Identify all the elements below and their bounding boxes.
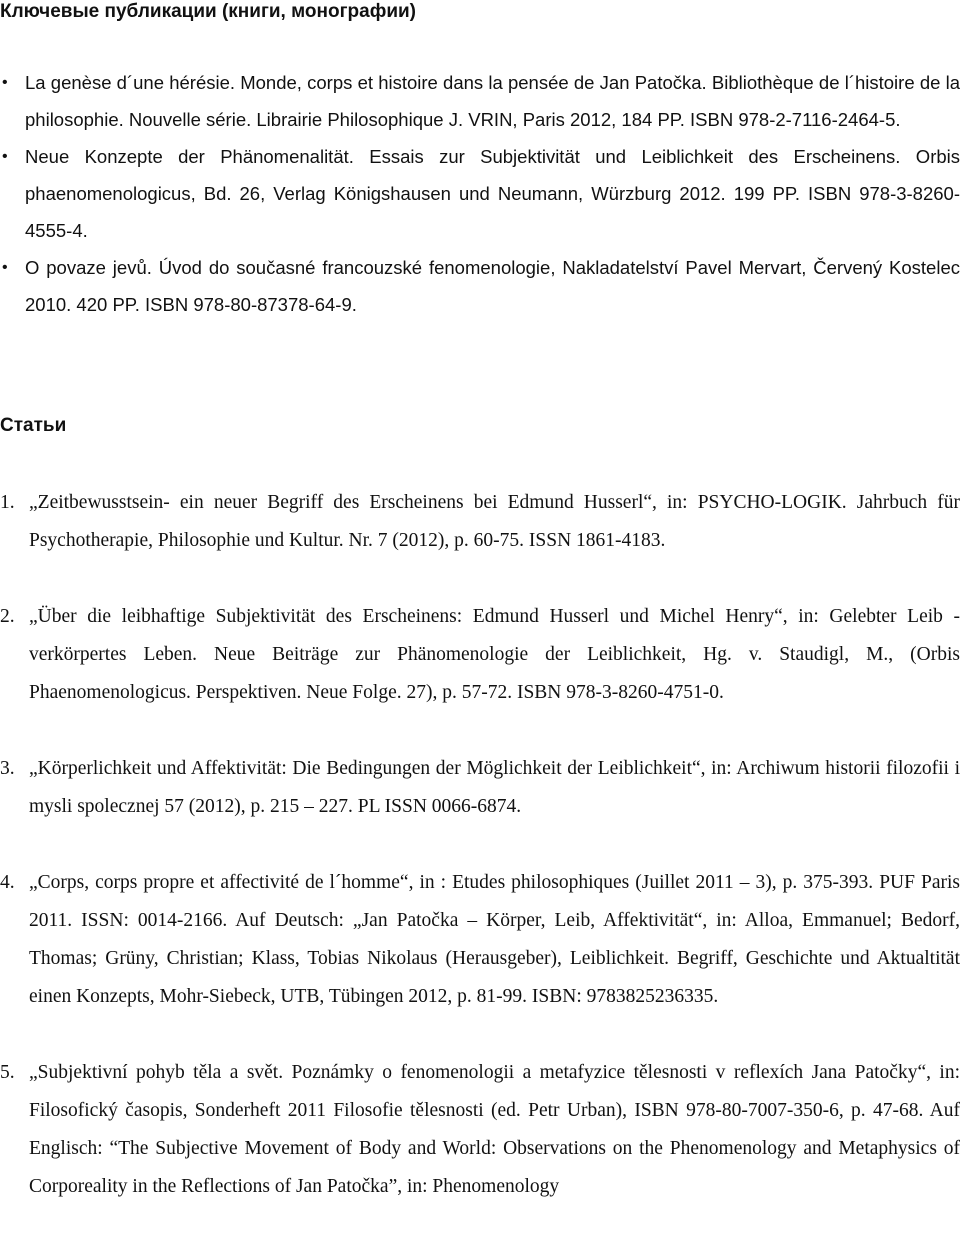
articles-heading: Статьи <box>0 415 67 436</box>
article-number: 4. <box>0 872 15 893</box>
book-entry-text: Neue Konzepte der Phänomenalität. Essais zur Subjektivität und Leiblichkeit des Erscheinens. Orbis phaenomenologicus, Bd. 26, Verlag Königshausen und Neumann, Würzburg 2012. 199 PP. ISBN 978-3-8260-4555-4. <box>25 146 960 241</box>
books-list <box>0 64 960 323</box>
book-item <box>0 64 960 138</box>
bullet-icon: • <box>2 74 8 91</box>
book-item <box>0 138 960 249</box>
article-number: 5. <box>0 1062 15 1083</box>
article-item <box>0 750 960 826</box>
article-item <box>0 598 960 712</box>
article-item <box>0 1054 960 1206</box>
article-entry-text: „Körperlichkeit und Affektivität: Die Bedingungen der Möglichkeit der Leiblichkeit“, in: Archiwum historii filozofii i mysli spolecznej 57 (2012), p. 215 – 227. PL ISSN 0066-6874. <box>29 758 960 817</box>
article-entry-text: „Zeitbewusstsein- ein neuer Begriff des Erscheinens bei Edmund Husserl“, in: PSYCHO-LOGIK. Jahrbuch für Psychotherapie, Philosophie und Kultur. Nr. 7 (2012), p. 60-75. ISSN 1861-4183. <box>29 492 960 551</box>
bullet-icon: • <box>2 259 8 276</box>
article-item <box>0 864 960 1016</box>
bullet-icon: • <box>2 148 8 165</box>
article-number: 1. <box>0 492 15 513</box>
book-entry-text: La genèse d´une hérésie. Monde, corps et histoire dans la pensée de Jan Patočka. Bibliothèque de l´histoire de la philosophie. Nouvelle série. Librairie Philosophique J. VRIN, Paris 2012, 184 PP. ISBN 978-2-7116-2464-5. <box>25 72 960 130</box>
article-entry-text: „Corps, corps propre et affectivité de l´homme“, in : Etudes philosophiques (Juillet 2011 – 3), p. 375-393. PUF Paris 2011. ISSN: 0014-2166. Auf Deutsch: „Jan Patočka – Körper, Leib, Affektivität“, in: Alloa, Emmanuel; Bedorf, Thomas; Grüny, Christian; Klass, Tobias Nikolaus (Herausgeber), Leiblichkeit. Begriff, Geschichte und Aktualtität einen Konzepts, Mohr-Siebeck, UTB, Tübingen 2012, p. 81-99. ISBN: 9783825236335. <box>29 872 960 1007</box>
article-entry-text: „Subjektivní pohyb těla a svět. Poznámky o fenomenologii a metafyzice tělesnosti v reflexích Jana Patočky“, in: Filosofický časopis, Sonderheft 2011 Filosofie tělesnosti (ed. Petr Urban), ISBN 978-80-7007-350-6, p. 47-68. Auf Englisch: “The Subjective Movement of Body and World: Observations on the Phenomenology and Metaphysics of Corporeality in the Reflections of Jan Patočka”, in: Phenomenology <box>29 1062 960 1197</box>
article-number: 3. <box>0 758 15 779</box>
books-heading: Ключевые публикации (книги, монографии) <box>0 1 417 22</box>
book-item <box>0 249 960 323</box>
articles-list <box>0 484 960 1244</box>
book-entry-text: O povaze jevů. Úvod do současné francouzské fenomenologie, Nakladatelství Pavel Mervart, Červený Kostelec 2010. 420 PP. ISBN 978-80-87378-64-9. <box>25 257 960 315</box>
article-number: 2. <box>0 606 15 627</box>
article-item <box>0 484 960 560</box>
article-entry-text: „Über die leibhaftige Subjektivität des Erscheinens: Edmund Husserl und Michel Henry“, in: Gelebter Leib -verkörpertes Leben. Neue Beiträge zur Phänomenologie der Leiblichkeit, Hg. v. Staudigl, M., (Orbis Phaenomenologicus. Perspektiven. Neue Folge. 27), p. 57-72. ISBN 978-3-8260-4751-0. <box>29 606 960 703</box>
